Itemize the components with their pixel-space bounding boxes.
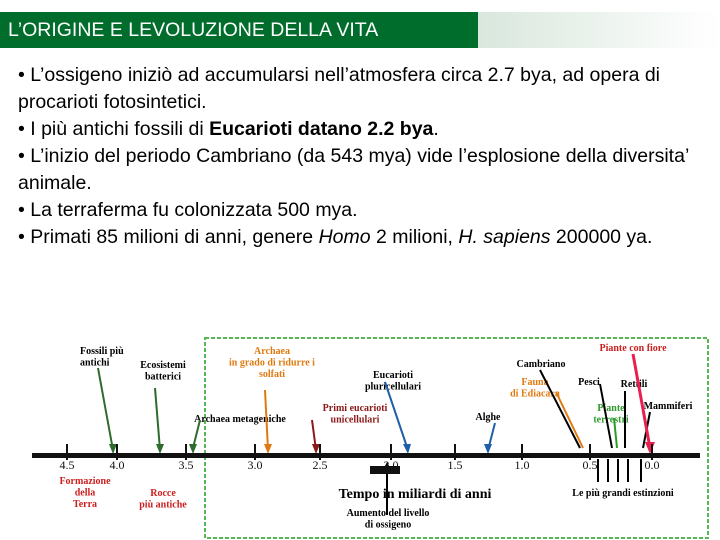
tick-label: 1.5 xyxy=(447,458,463,472)
tick-label: 0.0 xyxy=(644,458,660,472)
arrow-fossili xyxy=(98,368,113,450)
label-piante-fiore: Piante con fiore xyxy=(599,343,667,354)
label-archaea-metageniche: Archaea metageniche xyxy=(194,414,286,425)
label-rocce-antiche: Rocce più antiche xyxy=(139,488,187,511)
label-cambriano: Cambriano xyxy=(516,359,566,370)
evolution-timeline-figure xyxy=(0,330,720,540)
tick-label: 4.0 xyxy=(109,458,125,472)
label-primi-eucarioti: Primi eucarioti unicellulari xyxy=(322,403,388,426)
label-archaea-riduttori: Archaea in grado di ridurre i solfati xyxy=(229,346,315,380)
tick-label: 1.0 xyxy=(514,458,530,472)
tick-label: 3.0 xyxy=(247,458,263,472)
bullet-list xyxy=(18,62,708,251)
label-formazione-terra: Formazione della Terra xyxy=(59,476,111,510)
bullet-text: . xyxy=(433,118,439,140)
extinction-arrows xyxy=(598,459,641,482)
label-alghe: Alghe xyxy=(475,412,501,423)
tick-labels xyxy=(60,458,660,472)
bullet-text: Homo xyxy=(318,226,371,248)
label-estinzioni: Le più grandi estinzioni xyxy=(572,488,674,499)
arrow-cambriano xyxy=(540,370,580,448)
bullet-text: 200000 ya. xyxy=(550,226,653,248)
bullet-text: Eucarioti datano 2.2 bya xyxy=(209,118,434,140)
bullet-text: • Primati 85 milioni di anni, genere xyxy=(18,226,319,248)
label-rettili: Rettili xyxy=(620,379,648,390)
label-ossigeno: Aumento del livello di ossigeno xyxy=(346,508,430,531)
bullet-text: • L’ossigeno iniziò ad accumularsi nell’atmosfera circa 2.7 bya, ad opera di procarioti fotosintetici. xyxy=(18,64,661,113)
arrowheads xyxy=(109,442,655,454)
label-fossili: Fossili più antichi xyxy=(80,346,124,369)
label-mammiferi: Mammiferi xyxy=(643,401,693,412)
arrow-fauna xyxy=(556,392,583,448)
label-piante-terrestri: Piante terrestri xyxy=(593,403,629,426)
bullet-text: 2 milioni, xyxy=(370,226,459,248)
tick-label: 2.0 xyxy=(383,458,399,472)
slide-title: L’ORIGINE E LEVOLUZIONE DELLA VITA xyxy=(0,12,478,48)
axis-label: Tempo in miliardi di anni xyxy=(338,487,492,502)
tick-label: 3.5 xyxy=(178,458,194,472)
tick-label: 2.5 xyxy=(312,458,328,472)
bullet-item xyxy=(18,116,708,143)
label-ecosistemi: Ecosistemi batterici xyxy=(140,360,186,383)
label-pesci: Pesci xyxy=(578,377,600,388)
bullet-text: • I più antichi fossili di xyxy=(18,118,210,140)
bullet-text: • La terraferma fu colonizzata 500 mya. xyxy=(18,199,358,221)
tick-label: 4.5 xyxy=(59,458,75,472)
bullet-item xyxy=(18,197,708,224)
timeline-axis xyxy=(32,453,700,458)
label-eucarioti-pluricellulari: Eucarioti pluricellulari xyxy=(364,370,422,393)
bullet-text: • L’inizio del periodo Cambriano (da 543 mya) vide l’esplosione della diversita’ animale. xyxy=(18,145,689,194)
bullet-item xyxy=(18,224,708,251)
bullet-item xyxy=(18,143,708,197)
arrow-ecosistemi xyxy=(155,388,160,450)
bullet-text: H. sapiens xyxy=(458,226,551,248)
bullet-item xyxy=(18,62,708,116)
label-fauna-ediacara: Fauna di Ediacara xyxy=(510,377,560,400)
title-strip xyxy=(478,12,720,48)
tick-label: 0.5 xyxy=(582,458,598,472)
